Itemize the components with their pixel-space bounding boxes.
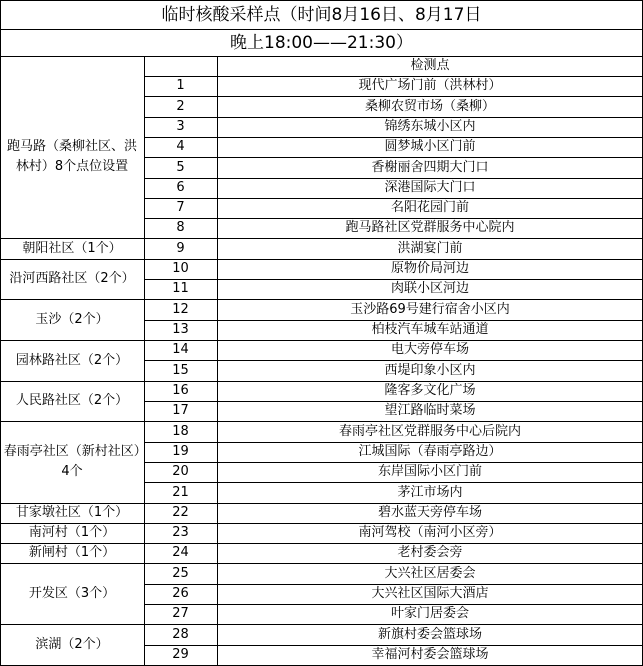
row-line	[144, 624, 643, 625]
row-line	[144, 198, 643, 199]
group-line	[0, 503, 144, 504]
row-number: 13	[172, 322, 189, 337]
row-site: 碧水蓝天旁停车场	[377, 505, 482, 520]
row-line	[144, 218, 643, 219]
group-name: 沿河西路社区（2个）	[9, 271, 135, 286]
row-site: 桑柳农贸市场（桑柳）	[364, 98, 495, 114]
title-line-2: 晚上18:00——21:30）	[230, 32, 413, 53]
group-line	[0, 259, 144, 260]
header-top-line	[0, 56, 643, 57]
group-name: 朝阳社区（1个）	[22, 240, 122, 256]
row-site: 新旗村委会篮球场	[377, 626, 482, 642]
group-name: 新闸村（1个）	[28, 545, 116, 560]
row-number: 21	[172, 484, 189, 500]
row-site: 香榭丽舍四期大门口	[371, 159, 489, 175]
row-line	[144, 259, 643, 260]
row-number: 20	[172, 464, 189, 479]
row-site: 原物价局河边	[390, 261, 469, 276]
row-line	[144, 421, 643, 422]
row-number: 26	[172, 586, 189, 601]
group-line	[0, 238, 144, 239]
border-top	[0, 0, 643, 1]
row-number: 12	[172, 301, 189, 317]
row-line	[144, 299, 643, 300]
row-site: 洪湖宴门前	[397, 240, 463, 256]
row-number: 9	[176, 240, 185, 256]
row-site: 大兴社区居委会	[384, 565, 476, 581]
row-number: 18	[172, 423, 189, 439]
group-name: 春雨亭社区（新村社区）4个	[3, 444, 141, 479]
row-site: 电大旁停车场	[390, 342, 469, 357]
row-number: 8	[176, 220, 185, 235]
row-number: 25	[172, 565, 189, 581]
row-site: 望江路临时菜场	[384, 403, 476, 418]
row-number: 23	[172, 525, 189, 540]
row-site: 江城国际（春雨亭路边）	[358, 444, 502, 459]
row-number: 3	[176, 119, 185, 134]
header-bottom-line	[144, 76, 643, 77]
group-name: 玉沙（2个）	[35, 311, 109, 327]
row-site: 茅江市场内	[397, 484, 463, 500]
border-left	[0, 0, 1, 666]
title-line-1: 临时核酸采样点（时间8月16日、8月17日	[161, 4, 482, 25]
row-line	[144, 462, 643, 463]
row-number: 2	[176, 98, 185, 114]
row-line	[144, 117, 643, 118]
row-number: 19	[172, 444, 189, 459]
row-line	[144, 563, 643, 564]
row-line	[144, 340, 643, 341]
group-line	[0, 299, 144, 300]
group-line	[0, 381, 144, 382]
row-site: 肉联小区河边	[390, 281, 469, 296]
row-line	[144, 381, 643, 382]
group-line	[0, 340, 144, 341]
row-site: 西堤印象小区内	[384, 362, 476, 378]
row-number: 5	[176, 159, 185, 175]
row-site: 叶家门居委会	[390, 606, 469, 621]
row-site: 老村委会旁	[397, 545, 463, 560]
row-line	[144, 178, 643, 179]
group-line	[0, 563, 144, 564]
row-number: 11	[172, 281, 189, 296]
row-number: 22	[172, 505, 189, 520]
row-site: 跑马路社区党群服务中心院内	[345, 220, 515, 235]
row-number: 4	[176, 139, 185, 154]
group-line	[0, 543, 144, 544]
row-number: 14	[172, 342, 189, 357]
row-site: 名阳花园门前	[390, 200, 469, 215]
row-line	[144, 238, 643, 239]
row-site: 锦绣东城小区内	[384, 119, 476, 134]
row-site: 深港国际大门口	[384, 180, 476, 195]
row-number: 16	[172, 383, 189, 398]
row-line	[144, 543, 643, 544]
group-line	[0, 421, 144, 422]
row-number: 6	[176, 180, 185, 195]
row-site: 幸福河村委会篮球场	[371, 647, 489, 662]
row-number: 10	[172, 261, 189, 276]
title-divider	[0, 29, 643, 30]
row-line	[144, 523, 643, 524]
row-line	[144, 482, 643, 483]
column-line-1	[144, 56, 145, 666]
row-line	[144, 645, 643, 646]
row-line	[144, 96, 643, 97]
row-site: 圆梦城小区门前	[384, 139, 476, 154]
row-line	[144, 503, 643, 504]
row-line	[144, 320, 643, 321]
row-site: 南河驾校（南河小区旁）	[358, 525, 502, 540]
header-site: 检测点	[410, 58, 450, 73]
row-number: 7	[176, 200, 185, 215]
row-site: 现代广场门前（洪林村）	[358, 78, 502, 93]
row-site: 隆客多文化广场	[384, 383, 476, 398]
row-line	[144, 584, 643, 585]
row-line	[144, 360, 643, 361]
row-site: 春雨亭社区党群服务中心后院内	[338, 423, 521, 439]
row-site: 大兴社区国际大酒店	[371, 586, 489, 601]
group-name: 开发区（3个）	[28, 585, 116, 601]
group-name: 人民路社区（2个）	[15, 393, 129, 408]
row-number: 29	[172, 647, 189, 662]
row-number: 24	[172, 545, 189, 560]
group-name: 甘家墩社区（1个）	[15, 505, 129, 520]
row-site: 东岸国际小区门前	[377, 464, 482, 479]
row-number: 15	[172, 362, 189, 378]
row-line	[144, 279, 643, 280]
group-line	[0, 523, 144, 524]
row-number: 17	[172, 403, 189, 418]
group-line	[0, 624, 144, 625]
row-line	[144, 157, 643, 158]
row-line	[144, 137, 643, 138]
row-number: 1	[176, 78, 185, 93]
row-line	[144, 604, 643, 605]
row-site: 玉沙路69号建行宿舍小区内	[350, 301, 510, 317]
row-number: 28	[172, 626, 189, 642]
row-line	[144, 442, 643, 443]
group-name: 滨湖（2个）	[35, 636, 109, 652]
group-name: 园林路社区（2个）	[15, 352, 129, 368]
row-number: 27	[172, 606, 189, 621]
column-line-2	[217, 56, 218, 666]
row-line	[144, 401, 643, 402]
group-name: 南河村（1个）	[28, 525, 116, 540]
group-name: 跑马路（桑柳社区、洪林村）8个点位设置	[6, 139, 137, 174]
row-site: 柏枝汽车城车站通道	[371, 322, 489, 337]
